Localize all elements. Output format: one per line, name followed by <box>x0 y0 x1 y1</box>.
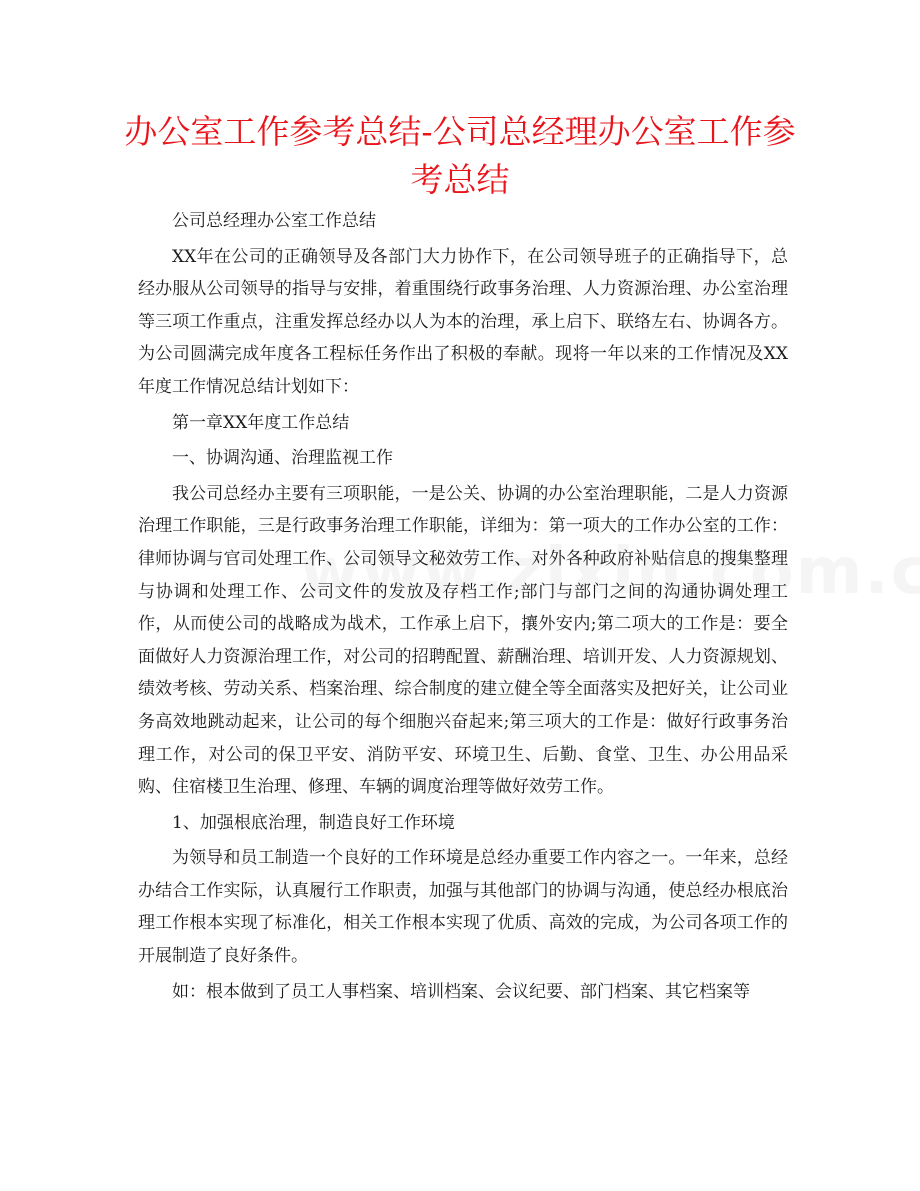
section-heading: 一、协调沟通、治理监视工作 <box>172 448 393 469</box>
document-body <box>138 205 788 1008</box>
body-paragraph: 我公司总经办主要有三项职能，一是公关、协调的办公室治理职能，二是人力资源治理工作职能，三是行政事务治理工作职能，详细为：第一项大的工作办公室的工作：律师协调与官司处理工作、公司领导文秘效劳工作、对外各种政府补贴信息的搜集整理与协调和处理工作、公司文件的发放及存档工作;部门与部门之间的沟通协调处理工作，从而使公司的战略成为战术，工作承上启下，攘外安内;第二项大的工作是：要全面做好人力资源治理工作，对公司的招聘配置、薪酬治理、培训开发、人力资源规划、绩效考核、劳动关系、档案治理、综合制度的建立健全等全面落实及把好关，让公司业务高效地跳动起来，让公司的每个细胞兴奋起来;第三项大的工作是：做好行政事务治理工作，对公司的保卫平安、消防平安、环境卫生、后勤、食堂、卫生、办公用品采购、住宿楼卫生治理、修理、车辆的调度治理等做好效劳工作。 <box>138 483 788 798</box>
document-title: 办公室工作参考总结-公司总经理办公室工作参考总结 <box>124 112 796 199</box>
body-paragraph: 如：根本做到了员工人事档案、培训档案、会议纪要、部门档案、其它档案等 <box>172 981 750 1002</box>
body-paragraph: 为领导和员工制造一个良好的工作环境是总经办重要工作内容之一。一年来，总经办结合工作实际，认真履行工作职责，加强与其他部门的协调与沟通，使总经办根底治理工作根本实现了标准化，相关工作根本实现了优质、高效的完成，为公司各项工作的开展制造了良好条件。 <box>138 848 788 967</box>
subtitle-paragraph: 公司总经理办公室工作总结 <box>172 211 376 231</box>
chapter-heading: 第一章XX年度工作总结 <box>172 412 350 433</box>
subsection-heading: 1、加强根底治理，制造良好工作环境 <box>172 812 455 833</box>
intro-paragraph: XX年在公司的正确领导及各部门大力协作下，在公司领导班子的正确指导下，总经办服从公司领导的指导与安排，着重围绕行政事务治理、人力资源治理、办公室治理等三项工作重点，注重发挥总经办以人为本的治理，承上启下、联络左右、协调各方。为公司圆满完成年度各工程标任务作出了积极的奉献。现将一年以来的工作情况及XX年度工作情况总结计划如下： <box>138 246 788 397</box>
